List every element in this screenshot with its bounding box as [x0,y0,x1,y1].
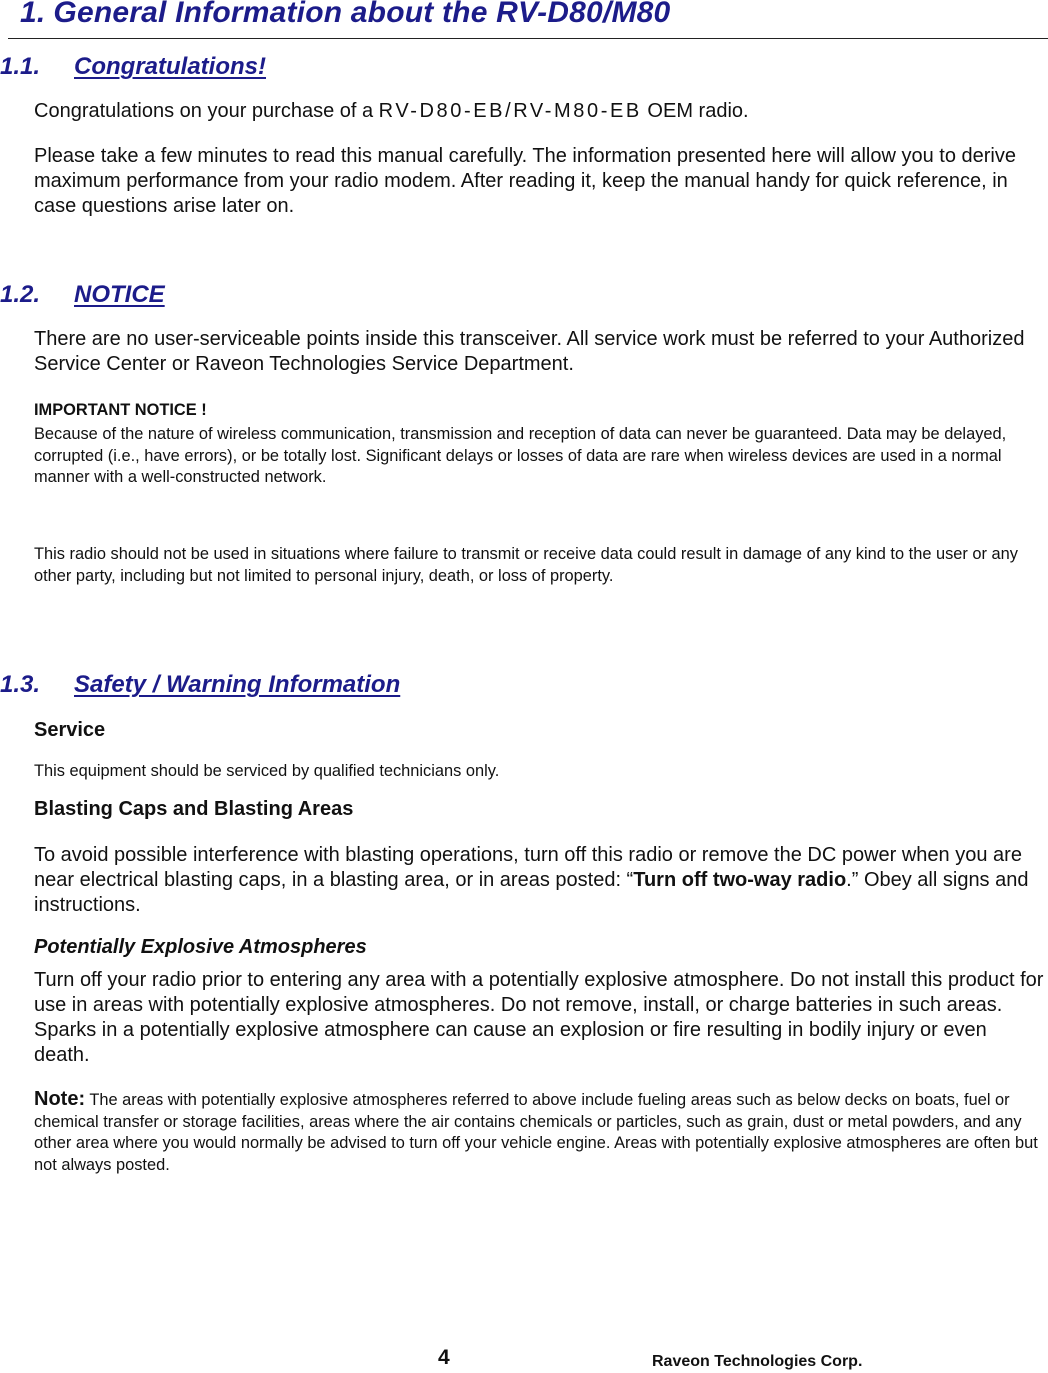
note-label: Note: [34,1088,86,1110]
section-title: NOTICE [74,281,165,308]
section-number: 1.2. [0,281,41,308]
blasting-warning-phrase: Turn off two-way radio [633,869,847,891]
congratulations-paragraph [34,99,1044,124]
service-heading: Service [34,719,106,741]
blasting-text-before: To avoid possible interference with blasting operations, turn off this radio or remove the DC power when you are near electrical blasting caps, in a blasting area, or in areas posted: “ [34,844,1022,891]
blasting-text-after: .” Obey all signs and instructions. [34,869,1029,916]
section-heading-safety [0,671,400,699]
service-text: This equipment should be serviced by qualified technicians only. [34,762,500,780]
note-text: The areas with potentially explosive atmospheres referred to above include fueling areas such as below decks on boats, fuel or chemical transfer or storage facilities, areas where the air contains chemicals or particles, such as grain, dust or metal powders, and any other area where you would normally be advised to turn off your vehicle engine. Areas with potentially explosive atmospheres are often but not always posted. [34,1091,1038,1174]
blasting-heading: Blasting Caps and Blasting Areas [34,798,354,820]
section-number: 1.3. [0,671,41,698]
intro-paragraph: Please take a few minutes to read this manual carefully. The information presented here will allow you to derive maximum performance from your radio modem. After reading it, keep the manual handy for quick reference, in case questions arise later on. [34,145,1016,217]
service-points-paragraph: There are no user-serviceable points inside this transceiver. All service work must be referred to your Authorized Service Center or Raveon Technologies Service Department. [34,328,1025,375]
chapter-number: 1. [20,0,46,29]
model-number: RV-D80-EB/RV-M80-EB [378,100,642,122]
note-paragraph [34,1089,1044,1176]
page-number: 4 [438,1346,450,1369]
blasting-paragraph [34,843,1044,918]
section-title: Safety / Warning Information [74,671,401,698]
section-number: 1.1. [0,53,41,80]
heading-rule [8,38,1048,39]
explosive-heading: Potentially Explosive Atmospheres [34,936,367,958]
chapter-title: General Information about the RV-D80/M80 [53,0,671,29]
section-title: Congratulations! [74,53,266,80]
section-heading-congratulations [0,53,266,81]
important-notice-text: Because of the nature of wireless communication, transmission and reception of data can never be guaranteed. Data may be delayed, corrupted (i.e., have errors), or be totally lost. Significant delays or losses of data are rare when wireless devices are used in a normal manner with a well-constructed network. [34,425,1007,486]
congrats-text-before: Congratulations on your purchase of a [34,100,379,122]
congrats-text-after: OEM radio. [641,100,749,122]
section-heading-notice [0,281,165,309]
chapter-heading [20,0,670,30]
explosive-paragraph: Turn off your radio prior to entering any area with a potentially explosive atmosphere. Do not install this product for use in areas with potentially explosive atmospheres. Do not remove, install, or charge batteries in such areas. Sparks in a potentially explosive atmosphere can cause an explosion or fire resulting in bodily injury or even death. [34,969,1044,1066]
liability-paragraph: This radio should not be used in situations where failure to transmit or receive data could result in damage of any kind to the user or any other party, including but not limited to personal injury, death, or loss of property. [34,545,1018,585]
company-name: Raveon Technologies Corp. [652,1353,863,1370]
important-notice-heading: IMPORTANT NOTICE ! [34,401,207,419]
